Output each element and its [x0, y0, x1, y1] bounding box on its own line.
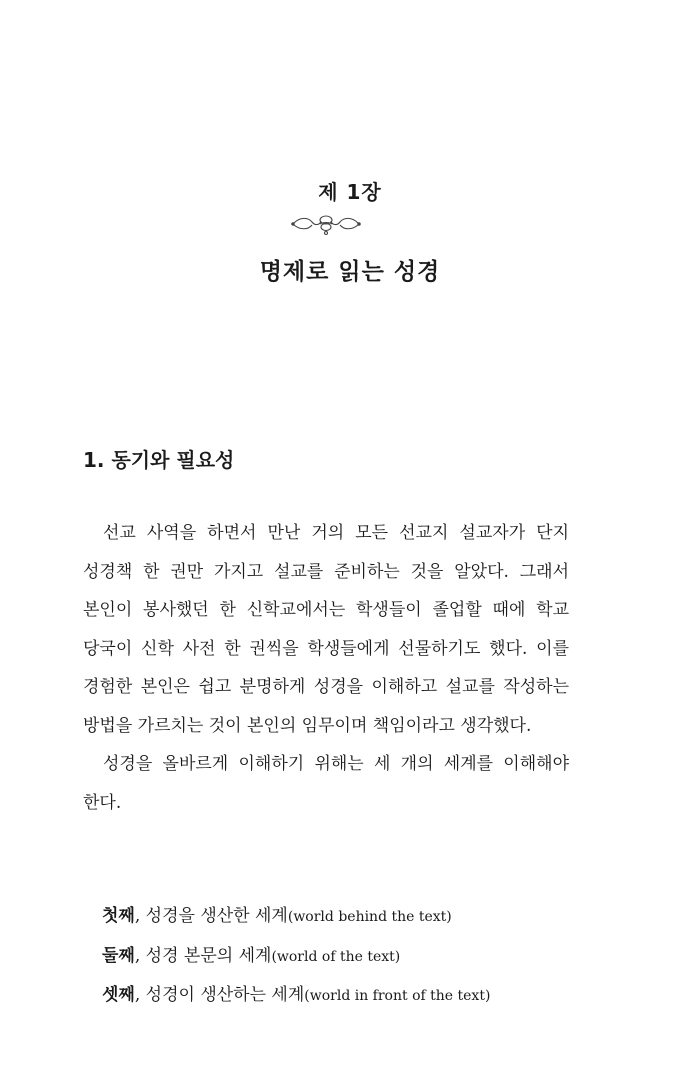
chapter-number: 제 1장 — [318, 180, 382, 204]
list-item — [102, 937, 622, 977]
body-text — [83, 514, 569, 822]
list-item-text: , 성경 본문의 세계 — [134, 945, 272, 966]
list-item-text: , 성경을 생산한 세계 — [134, 906, 288, 926]
list-item-text: , 성경이 생산하는 세계 — [134, 985, 305, 1005]
list-item — [102, 976, 622, 1016]
list-item-lead: 둘째 — [102, 945, 135, 966]
list-item-english: (world behind the text) — [287, 909, 452, 925]
paragraph: 선교 사역을 하면서 만난 거의 모든 선교지 설교자가 단지 성경책 한 권만 가지고 설교를 준비하는 것을 알았다. 그래서 본인이 봉사했던 한 신학교에서는 학생들이 졸업할 때에 학교 당국이 신학 사전 한 권씩을 학생들에게 선물하기도 했다. 이를 경험한 본인은 쉽고 분명하게 성경을 이해하고 설교를 작성하는 방법을 가르치는 것이 본인의 임무이며 책임이라고 생각했다. — [83, 523, 569, 736]
list-item-english: (world in front of the text) — [304, 988, 491, 1004]
list-item-english: (world of the text) — [271, 948, 401, 965]
list-item — [102, 897, 622, 937]
section-heading: 1. 동기와 필요성 — [83, 448, 235, 472]
list-item-lead: 셋째 — [102, 985, 135, 1005]
paragraph: 성경을 올바르게 이해하기 위해는 세 개의 세계를 이해해야 한다. — [83, 754, 569, 813]
flourish-ornament-icon — [290, 211, 362, 237]
worlds-list — [102, 897, 622, 1016]
list-item-lead: 첫째 — [102, 906, 135, 926]
chapter-title: 명제로 읽는 성경 — [259, 259, 441, 285]
